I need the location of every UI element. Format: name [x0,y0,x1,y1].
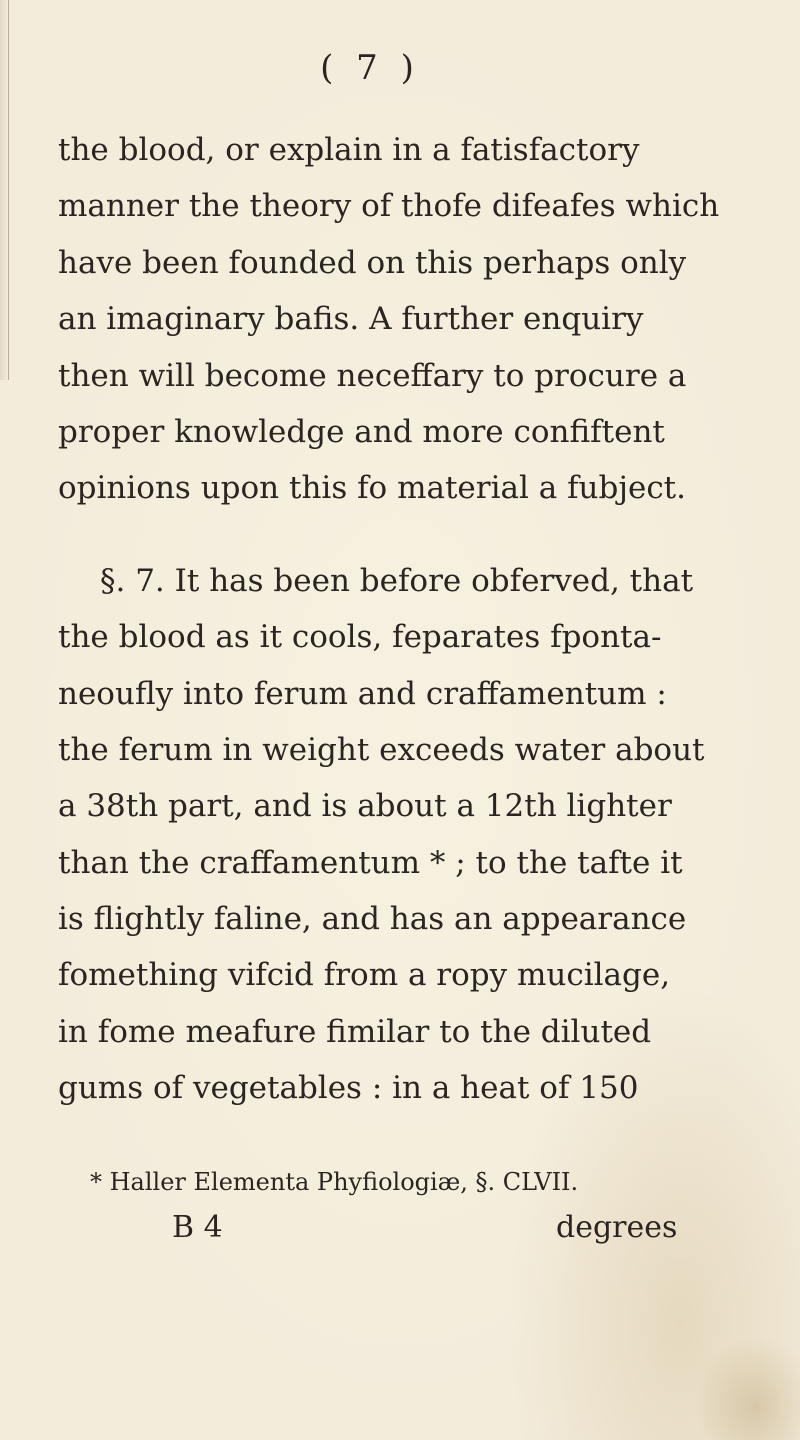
text-line: than the craffamentum * ; to the tafte it [58,844,683,881]
text-line: gums of vegetables : in a heat of 150 [58,1070,639,1107]
signature-mark: B 4 [172,1210,223,1245]
text-line: the blood as it cools, feparates fponta- [58,619,662,656]
text-line: the ferum in weight exceeds water about [58,731,705,768]
text-line: fomething vifcid from a ropy mucilage, [58,957,671,994]
text-line: then will become neceffary to procure a [58,357,687,394]
text-line: an imaginary bafis. A further enquiry [58,301,644,338]
text-line: opinions upon this fo material a fubject. [58,470,686,507]
paragraph-break [58,517,718,553]
text-line: in fome meafure fimilar to the diluted [58,1013,652,1050]
paper-stain [690,1330,800,1440]
text-line: manner the theory of thofe difeafes which [58,188,720,225]
body-text [58,122,718,1117]
text-line: the blood, or explain in a fatisfactory [58,132,640,168]
text-line: neoufly into ferum and craffamentum : [58,675,667,712]
text-line: proper knowledge and more confiftent [58,413,665,450]
page-number: ( 7 ) [320,48,420,88]
section-heading-line: §. 7. It has been before obferved, that [100,562,694,599]
catchword: degrees [556,1210,678,1245]
text-line: a 38th part, and is about a 12th lighter [58,788,672,825]
text-line: have been founded on this perhaps only [58,244,687,281]
text-line: is flightly faline, and has an appearance [58,901,687,938]
footnote: * Haller Elementa Phyfiologiæ, §. CLVII. [90,1168,579,1196]
